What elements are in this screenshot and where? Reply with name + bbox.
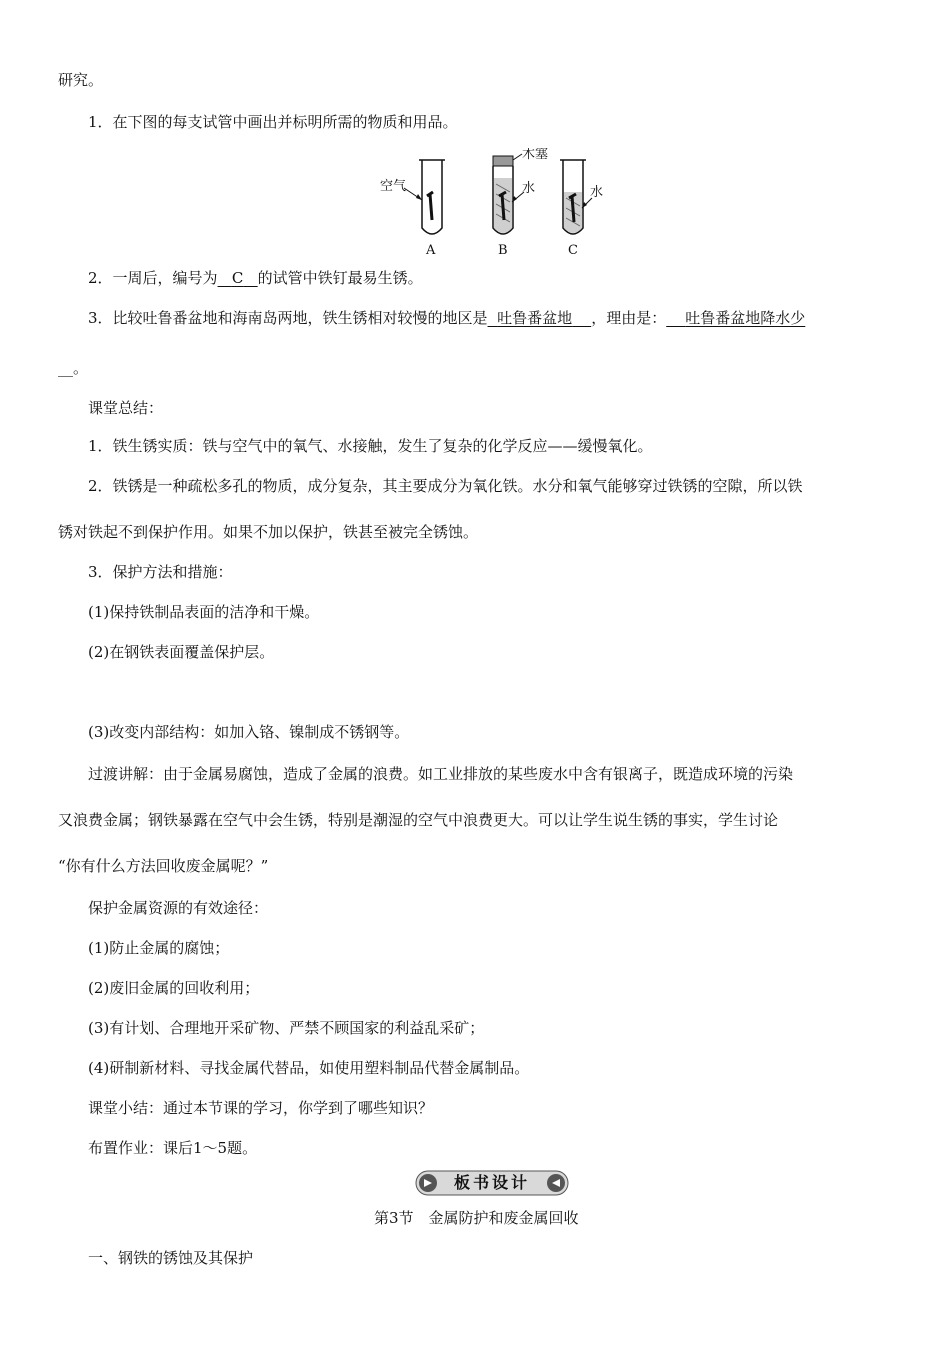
text-line: 3．保护方法和措施：	[88, 563, 233, 581]
text-line: 研究。	[58, 71, 104, 89]
text-line: 布置作业：课后1～5题。	[88, 1139, 258, 1157]
text-line: 课堂小结：通过本节课的学习，你学到了哪些知识？	[88, 1099, 434, 1117]
answer-reason: 吐鲁番盆地降水少	[685, 309, 806, 327]
text-line: (4)研制新材料、寻找金属代替品，如使用塑料制品代替金属制品。	[88, 1059, 530, 1077]
tube-a	[380, 160, 445, 258]
text-line: 1．铁生锈实质：铁与空气中的氧气、水接触，发生了复杂的化学反应——缓慢氧化。	[88, 437, 653, 455]
text-line: (1)保持铁制品表面的洁净和干燥。	[88, 603, 320, 621]
question-2: 2．一周后，编号为 C 的试管中铁钉最易生锈。	[88, 269, 423, 287]
text-line: 锈对铁起不到保护作用。如果不加以保护，铁甚至被完全锈蚀。	[58, 523, 479, 541]
answer-region: 吐鲁番盆地	[497, 309, 573, 327]
text-line: (3)有计划、合理地开采矿物、严禁不顾国家的利益乱采矿；	[88, 1019, 485, 1037]
question-1: 1．在下图的每支试管中画出并标明所需的物质和用品。	[88, 113, 458, 131]
label-cork: 木塞	[522, 148, 549, 162]
label-water-b: 水	[522, 181, 536, 196]
label-water-c: 水	[590, 185, 604, 200]
tube-b	[493, 148, 548, 258]
text-line: 过渡讲解：由于金属易腐蚀，造成了金属的浪费。如工业排放的某些废水中含有银离子，既造成环境的污染	[88, 765, 794, 783]
section-title: 第3节 金属防护和废金属回收	[374, 1209, 579, 1227]
question-3: 3．比较吐鲁番盆地和海南岛两地，铁生锈相对较慢的地区是 吐鲁番盆地 ，理由是： 吐鲁番盆地降水少	[88, 309, 806, 327]
answer-c: C	[231, 269, 244, 287]
text-line: __。	[58, 359, 89, 377]
label-tube-b: B	[498, 243, 508, 258]
text-line: (2)废旧金属的回收利用；	[88, 979, 260, 997]
text-line: 又浪费金属；钢铁暴露在空气中会生锈，特别是潮湿的空气中浪费更大。可以让学生说生锈的事实，学生讨论	[58, 811, 779, 829]
label-tube-a: A	[426, 243, 436, 258]
label-air: 空气	[380, 179, 407, 194]
badge-label: 板书设计	[453, 1173, 530, 1192]
tube-c	[560, 160, 603, 258]
board-design-badge	[414, 1170, 570, 1196]
heading-summary: 课堂总结：	[88, 399, 164, 417]
text-line: “你有什么方法回收废金属呢？”	[58, 857, 269, 875]
text-line: 保护金属资源的有效途径：	[88, 899, 269, 917]
subsection-heading: 一、钢铁的锈蚀及其保护	[88, 1249, 254, 1267]
text-line: 2．铁锈是一种疏松多孔的物质，成分复杂，其主要成分为氧化铁。水分和氧气能够穿过铁锈的空隙，所以铁	[88, 477, 803, 495]
label-tube-c: C	[568, 243, 578, 258]
text-line: (2)在钢铁表面覆盖保护层。	[88, 643, 275, 661]
test-tube-figure	[370, 148, 610, 258]
text-line: (1)防止金属的腐蚀；	[88, 939, 230, 957]
text-line: (3)改变内部结构：如加入铬、镍制成不锈钢等。	[88, 723, 410, 741]
